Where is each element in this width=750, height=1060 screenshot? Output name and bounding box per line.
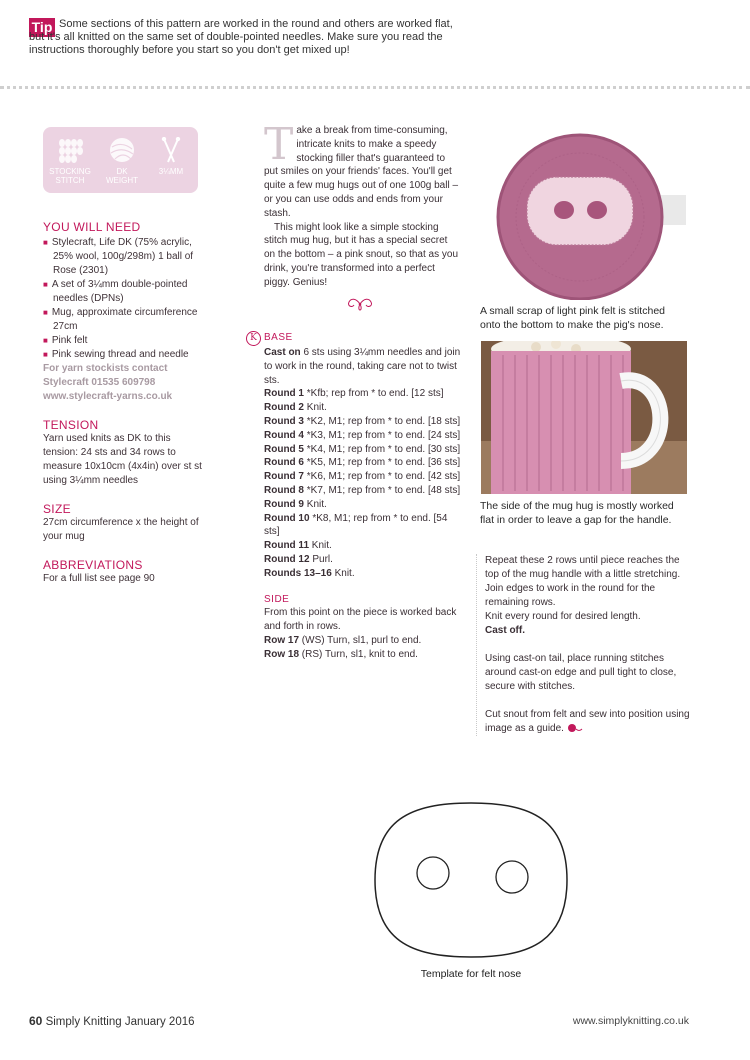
- magazine-issue: Simply Knitting January 2016: [45, 1016, 195, 1028]
- size-heading: SIZE: [43, 502, 71, 516]
- caption-photo-1: A small scrap of light pink felt is stitched onto the bottom to make the pig's nose.: [480, 305, 665, 331]
- needles-icon: [160, 137, 182, 163]
- continued-para-5: Cut snout from felt and sew into position using image as a guide.: [485, 709, 690, 734]
- list-item: ■ Pink felt: [43, 334, 208, 348]
- pattern-row: Round 6 *K5, M1; rep from * to end. [36 sts]: [264, 457, 461, 469]
- pattern-row: Round 2 Knit.: [264, 402, 327, 414]
- pattern-row: Row 18 (RS) Turn, sl1, knit to end.: [264, 648, 418, 660]
- intro-para-2: This might look like a simple stocking stitch mug hug, but it has a special secret on the bottom – a pink snout, so that as you drink, you're transformed into a perfect piggy. Genius!: [264, 221, 459, 288]
- template-caption: Template for felt nose: [420, 968, 522, 980]
- pattern-row: Round 5 *K4, M1; rep from * to end. [30 sts]: [264, 443, 461, 455]
- side-heading: SIDE: [264, 593, 290, 605]
- swatch-label-weight: DK WEIGHT: [106, 167, 138, 185]
- swatch-info-box: [43, 127, 198, 193]
- you-will-need-heading: YOU WILL NEED: [43, 220, 141, 234]
- side-intro: From this point on the piece is worked back and forth in rows.: [264, 607, 457, 633]
- dotted-divider: [0, 86, 750, 89]
- ornament-icon: [345, 297, 375, 311]
- page-number: 60: [29, 1014, 43, 1028]
- intro-para-1: ake a break from time-consuming, intricate knits to make a speedy stocking filler that's guaranteed to put smiles on your friends' faces. You'll get quite a few mug hugs out of one 100g ball – or you can use odds and ends from your stash.: [264, 125, 459, 219]
- pattern-row: Round 4 *K3, M1; rep from * to end. [24 sts]: [264, 429, 461, 441]
- pattern-row: Rounds 13–16 Knit.: [264, 567, 355, 579]
- pattern-row: Round 1 *Kfb; rep from * to end. [12 sts]: [264, 388, 444, 400]
- pattern-base: [250, 331, 461, 662]
- list-item: ■ A set of 3¼mm double-pointed needles (DPNs): [43, 278, 208, 306]
- tension-heading: TENSION: [43, 418, 99, 432]
- drop-cap: T: [264, 119, 294, 170]
- continued-para-3: Knit every round for desired length.: [485, 611, 641, 622]
- yarn-end-icon: [567, 723, 583, 733]
- pattern-row: Round 7 *K6, M1; rep from * to end. [42 sts]: [264, 471, 461, 483]
- k-marker-icon: K: [246, 331, 261, 346]
- list-item: ■ Stylecraft, Life DK (75% acrylic, 25% wool, 100g/298m) 1 ball of Rose (2301): [43, 236, 208, 278]
- yarn-ball-icon: [109, 137, 135, 163]
- pattern-continued: [476, 554, 695, 736]
- cast-off-text: Cast off.: [485, 625, 525, 636]
- pattern-row: Round 12 Purl.: [264, 553, 333, 565]
- photo-mug-hug: [481, 341, 687, 494]
- footer-url[interactable]: www.simplyknitting.co.uk: [572, 1015, 689, 1027]
- pattern-row: Cast on 6 sts using 3¼mm needles and join to work in the round, taking care not to twist sts.: [264, 347, 461, 386]
- tip-badge: Tip: [29, 18, 55, 37]
- stocking-stitch-icon: [57, 137, 83, 163]
- tension-text: Yarn used knits as DK to this tension: 24 sts and 34 rows to measure 10x10cm (4x4in) over st st using 3¼mm needles: [43, 433, 202, 486]
- tip-text: Some sections of this pattern are worked in the round and others are worked flat, but it's all knitted on the same set of double-pointed needles. Make sure you read the instructions thoroughly before you start so you don't get mixed up!: [29, 18, 453, 56]
- continued-para-2: Join edges to work in the round for the remaining rows.: [485, 583, 656, 608]
- list-item: ■ Pink sewing thread and needle: [43, 348, 208, 362]
- pattern-row: Row 17 (WS) Turn, sl1, purl to end.: [264, 634, 422, 646]
- caption-photo-2: The side of the mug hug is mostly worked flat in order to leave a gap for the handle.: [480, 500, 674, 526]
- base-heading: BASE: [264, 332, 293, 343]
- footer-left: [29, 1014, 195, 1028]
- swatch-label-stitch: STOCKING STITCH: [49, 167, 91, 185]
- intro-text: [264, 119, 461, 290]
- abbreviations-heading: ABBREVIATIONS: [43, 558, 143, 572]
- stockists-line: For yarn stockists contact: [43, 363, 168, 374]
- felt-nose-template: [372, 800, 570, 960]
- abbreviations-text: For a full list see page 90: [43, 573, 155, 584]
- photo-pig-snout: [480, 125, 686, 300]
- continued-para-1: Repeat these 2 rows until piece reaches the top of the mug handle with a little stretching.: [485, 555, 681, 580]
- size-text: 27cm circumference x the height of your mug: [43, 517, 199, 542]
- pattern-row: Round 9 Knit.: [264, 498, 327, 510]
- swatch-label-needle: 3¼MM: [158, 167, 184, 176]
- stockists-phone: Stylecraft 01535 609798: [43, 377, 156, 388]
- left-column: [43, 220, 208, 586]
- pattern-row: Round 3 *K2, M1; rep from * to end. [18 sts]: [264, 415, 461, 427]
- pattern-row: Round 11 Knit.: [264, 540, 332, 552]
- pattern-row: Round 8 *K7, M1; rep from * to end. [48 sts]: [264, 484, 461, 496]
- continued-para-4: Using cast-on tail, place running stitches around cast-on edge and pull tight to close, secure with stitches.: [485, 653, 677, 692]
- stockists-url[interactable]: www.stylecraft-yarns.co.uk: [43, 391, 173, 402]
- pattern-row: Round 10 *K8, M1; rep from * to end. [54 sts]: [264, 512, 448, 538]
- list-item: ■ Mug, approximate circumference 27cm: [43, 306, 208, 334]
